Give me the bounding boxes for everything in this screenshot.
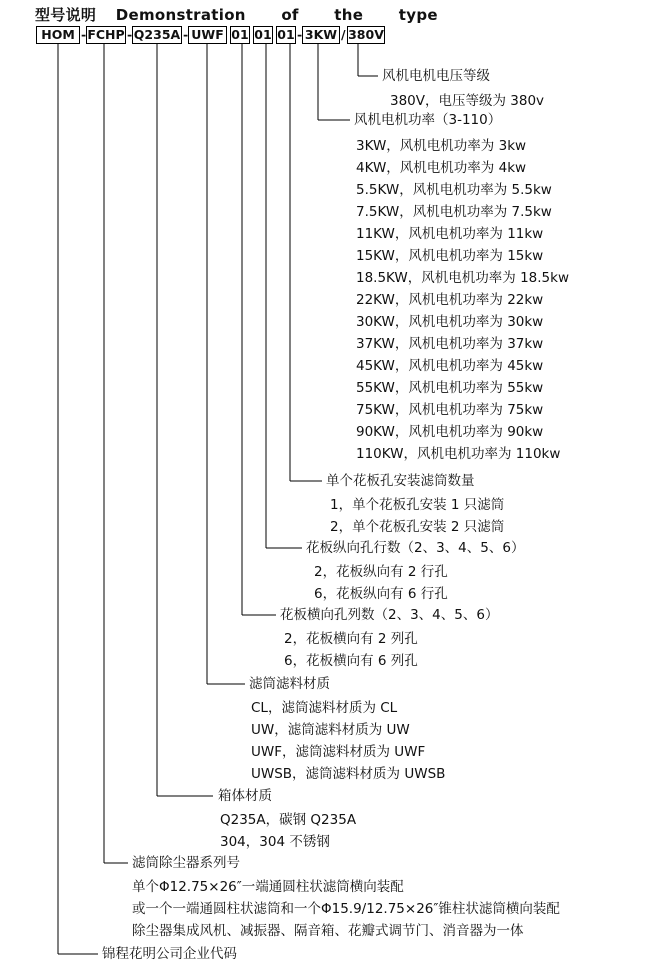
- power-heading: 风机电机功率（3-110）: [354, 112, 502, 128]
- code-separator-5: /: [341, 27, 346, 42]
- filters-per-hole-heading: 单个花板孔安装滤筒数量: [326, 473, 475, 489]
- housing-heading: 箱体材质: [218, 788, 272, 804]
- title-en-4: type: [398, 6, 438, 24]
- rows-heading: 花板纵向孔行数（2、3、4、5、6）: [306, 540, 525, 556]
- power-item: 55KW，风机电机功率为 55kw: [356, 380, 544, 396]
- power-item: 7.5KW，风机电机功率为 7.5kw: [356, 204, 552, 220]
- title-en-2: of: [281, 6, 299, 24]
- power-item: 45KW，风机电机功率为 45kw: [356, 358, 544, 374]
- code-segment-power: 3KW: [302, 26, 340, 44]
- filter-media-item: UW，滤筒滤料材质为 UW: [251, 722, 410, 738]
- filters-per-hole-item: 2，单个花板孔安装 2 只滤筒: [330, 519, 505, 535]
- power-item: 4KW，风机电机功率为 4kw: [356, 160, 527, 176]
- code-separator-2: -: [127, 27, 133, 42]
- code-segment-rows: 01: [254, 27, 272, 42]
- power-item: 90KW，风机电机功率为 90kw: [356, 424, 544, 440]
- housing-item: 304，304 不锈钢: [220, 834, 330, 850]
- filters-per-hole-item: 1，单个花板孔安装 1 只滤筒: [330, 497, 505, 513]
- code-segment-housing: Q235A: [133, 27, 181, 42]
- power-item: 37KW，风机电机功率为 37kw: [356, 336, 544, 352]
- code-separator-1: -: [81, 27, 87, 42]
- filter-media-heading: 滤筒滤料材质: [249, 676, 330, 692]
- columns-heading: 花板横向孔列数（2、3、4、5、6）: [280, 607, 499, 623]
- filter-media-item: UWF，滤筒滤料材质为 UWF: [251, 744, 426, 760]
- power-item: 15KW，风机电机功率为 15kw: [356, 248, 544, 264]
- power-item: 18.5KW，风机电机功率为 18.5kw: [356, 270, 569, 286]
- code-segment-company: HOM: [36, 26, 80, 44]
- power-item: 75KW，风机电机功率为 75kw: [356, 402, 544, 418]
- series-item: 或一个一端通圆柱状滤筒和一个Φ15.9/12.75×26″锥柱状滤筒横向装配: [132, 901, 560, 917]
- code-segment-filter-media: UWF: [188, 26, 227, 44]
- housing-item: Q235A，碳钢 Q235A: [220, 812, 357, 828]
- power-item: 3KW，风机电机功率为 3kw: [356, 138, 527, 154]
- company-heading: 锦程花明公司企业代码: [102, 946, 237, 962]
- title-en-1: Demonstration: [115, 6, 246, 24]
- columns-item: 6，花板横向有 6 列孔: [284, 653, 418, 669]
- code-segment-voltage: 380V: [348, 27, 384, 42]
- code-segment-series: FCHP: [87, 27, 125, 42]
- code-separator-3: -: [183, 27, 189, 42]
- code-segment-columns: 01: [231, 27, 249, 42]
- series-heading: 滤筒除尘器系列号: [132, 855, 240, 871]
- rows-item: 2，花板纵向有 2 行孔: [314, 564, 448, 580]
- filter-media-item: CL，滤筒滤料材质为 CL: [251, 700, 398, 716]
- series-item: 单个Φ12.75×26″一端通圆柱状滤筒横向装配: [132, 879, 404, 895]
- voltage-item: 380V，电压等级为 380v: [390, 93, 545, 109]
- rows-item: 6，花板纵向有 6 行孔: [314, 586, 448, 602]
- voltage-heading: 风机电机电压等级: [382, 68, 490, 84]
- filter-media-item: UWSB，滤筒滤料材质为 UWSB: [251, 766, 446, 782]
- code-segment-filters-per-hole: 01: [277, 27, 295, 42]
- power-item: 11KW，风机电机功率为 11kw: [356, 226, 544, 242]
- title-cn: 型号说明: [35, 6, 97, 24]
- series-item: 除尘器集成风机、减振器、隔音箱、花瓣式调节门、消音器为一体: [132, 923, 524, 939]
- code-separator-4: -: [297, 27, 303, 42]
- power-item: 5.5KW，风机电机功率为 5.5kw: [356, 182, 552, 198]
- power-item: 110KW，风机电机功率为 110kw: [356, 446, 561, 462]
- power-item: 30KW，风机电机功率为 30kw: [356, 314, 544, 330]
- columns-item: 2，花板横向有 2 列孔: [284, 631, 418, 647]
- power-item: 22KW，风机电机功率为 22kw: [356, 292, 544, 308]
- title-en-3: the: [334, 6, 364, 24]
